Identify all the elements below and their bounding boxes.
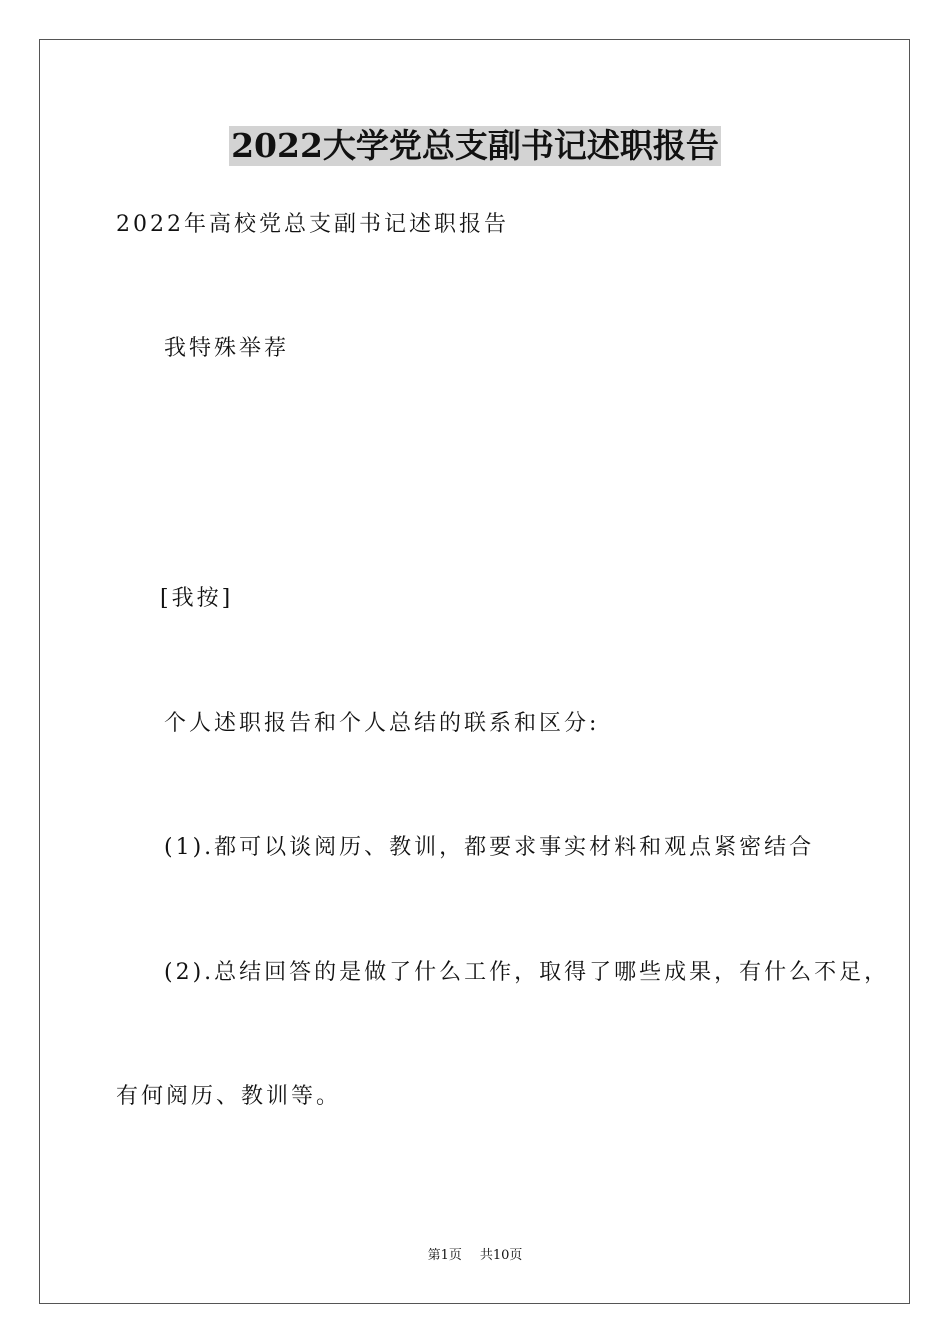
paragraph-recommend: 我特殊举荐: [164, 336, 290, 361]
paragraph-point-2-continued: 有何阅历、教训等。: [116, 1084, 342, 1109]
paragraph-subtitle: 2022年高校党总支副书记述职报告: [116, 212, 509, 237]
paragraph-point-2: (2).总结回答的是做了什么工作，取得了哪些成果，有什么不足，: [164, 960, 890, 985]
paragraph-note: [我按]: [160, 586, 234, 611]
paragraph-point-1: (1).都可以谈阅历、教训，都要求事实材料和观点紧密结合: [164, 835, 815, 860]
title-container: [0, 126, 950, 166]
page-footer: [0, 1247, 950, 1265]
paragraph-relation: 个人述职报告和个人总结的联系和区分:: [164, 711, 600, 736]
document-title: 2022大学党总支副书记述职报告: [231, 126, 719, 165]
page-total: 共10页: [479, 1248, 523, 1263]
page-number: 第1页: [427, 1248, 462, 1263]
